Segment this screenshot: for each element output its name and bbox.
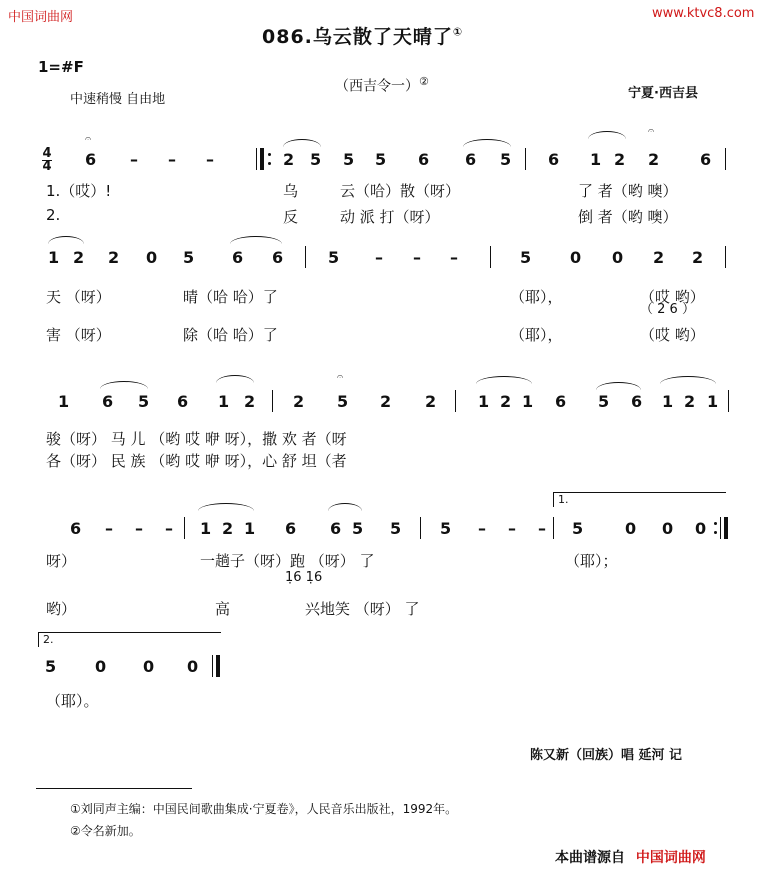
barline (725, 246, 726, 268)
barline (728, 390, 729, 412)
lyric: 晴（哈 哈）了 (183, 288, 278, 306)
note: 2 (73, 248, 85, 267)
note: 1 (200, 519, 212, 538)
region: 宁夏·西吉县 (628, 86, 698, 101)
note: – (478, 519, 486, 538)
lyric: 害 （呀） (46, 326, 111, 344)
note: 1 (522, 392, 534, 411)
lyric: （耶）， (510, 288, 563, 306)
note: 5 (45, 657, 57, 676)
note: 2 (684, 392, 696, 411)
note: 6 (700, 150, 712, 169)
note: 6 (548, 150, 560, 169)
lyric: （哎 哟） (640, 288, 705, 306)
note: 2 (108, 248, 120, 267)
song-title-text: 086.乌云散了天晴了 (262, 26, 453, 48)
final-bar (216, 655, 220, 677)
note: 1 (244, 519, 256, 538)
note: 2 (653, 248, 665, 267)
song-title (262, 22, 463, 49)
note: 2 (692, 248, 704, 267)
tempo-marking: 中速稍慢 自由地 (70, 92, 166, 107)
note: 0 (662, 519, 674, 538)
barline (420, 517, 421, 539)
barline (184, 517, 185, 539)
note: – (375, 248, 383, 267)
note: 2 (648, 150, 660, 169)
note: 5 (310, 150, 322, 169)
note: 5 (572, 519, 584, 538)
slur (283, 139, 321, 147)
slur (596, 382, 641, 390)
volta-bracket-2 (38, 632, 221, 647)
note: 6 (418, 150, 430, 169)
barline (272, 390, 273, 412)
footnote-divider (36, 788, 192, 789)
fermata-icon: 𝄐 (85, 132, 92, 145)
note: 5 (375, 150, 387, 169)
lyric: 哟） (46, 600, 77, 618)
slur (588, 131, 626, 139)
note: 0 (143, 657, 155, 676)
lyric: 乌 (283, 182, 299, 200)
slur (328, 503, 362, 511)
note: 5 (390, 519, 402, 538)
credit: 陈又新（回族）唱 延河 记 (530, 748, 683, 763)
lyric: 骏（呀） 马 儿 （哟 哎 咿 呀），撒 欢 者（呀 (46, 430, 347, 448)
repeat-start-bar (260, 148, 264, 170)
repeat-end-bar (724, 517, 728, 539)
lyric: 1̣6 1̣6 (285, 570, 323, 585)
lyric: 天 （呀） (46, 288, 111, 306)
volta-label-1: 1. (558, 493, 569, 506)
note: – (450, 248, 458, 267)
note: – (130, 150, 138, 169)
note: 5 (352, 519, 364, 538)
watermark-bottom (555, 847, 706, 867)
time-signature (42, 148, 52, 173)
note: 6 (232, 248, 244, 267)
note: 6 (85, 150, 97, 169)
note: 1 (218, 392, 230, 411)
repeat-dot (714, 531, 717, 534)
lyric: 了 者（哟 噢） (578, 182, 678, 200)
lyric: 2. (46, 206, 61, 224)
lyric: （耶）。 (46, 692, 99, 710)
note: 2 (500, 392, 512, 411)
repeat-dot (714, 522, 717, 525)
lyric: 1.（哎）! (46, 182, 112, 200)
time-sig-top: 4 (42, 146, 52, 161)
slur (198, 503, 254, 511)
barline (490, 246, 491, 268)
note: 1 (707, 392, 719, 411)
volta-label-2: 2. (43, 633, 54, 646)
note: 5 (598, 392, 610, 411)
note: 1 (58, 392, 70, 411)
barline (212, 655, 213, 677)
barline (725, 148, 726, 170)
slur (216, 375, 254, 383)
subtitle-text: （西吉令一） (335, 78, 419, 95)
note: 2 (293, 392, 305, 411)
note: 2 (283, 150, 295, 169)
repeat-dot (268, 153, 271, 156)
watermark-bottom-site: 中国词曲网 (635, 850, 706, 866)
barline (305, 246, 306, 268)
barline (720, 517, 721, 539)
note: 0 (570, 248, 582, 267)
note: – (413, 248, 421, 267)
volta-bracket-1 (553, 492, 726, 507)
note: 6 (272, 248, 284, 267)
note: 2 (425, 392, 437, 411)
lyric: 一趟子（呀）跑 （呀） 了 (200, 552, 375, 570)
slur (230, 236, 282, 244)
watermark-bottom-prefix: 本曲谱源自 (555, 850, 625, 866)
note: 0 (95, 657, 107, 676)
note: – (135, 519, 143, 538)
note: 0 (625, 519, 637, 538)
note: – (508, 519, 516, 538)
note: 5 (183, 248, 195, 267)
note: 2 (244, 392, 256, 411)
lyric: 各（呀） 民 族 （哟 哎 咿 呀），心 舒 坦（者 (46, 452, 347, 470)
slur (100, 381, 148, 389)
note: 6 (555, 392, 567, 411)
note: 6 (177, 392, 189, 411)
slur (48, 236, 84, 244)
note: – (165, 519, 173, 538)
note: 5 (440, 519, 452, 538)
note: 6 (70, 519, 82, 538)
note: – (168, 150, 176, 169)
lyric: 反 (283, 208, 299, 226)
note: 5 (500, 150, 512, 169)
note: 0 (612, 248, 624, 267)
watermark-right: www.ktvc8.com (652, 6, 755, 21)
note: – (105, 519, 113, 538)
note: 2 (380, 392, 392, 411)
note: 6 (330, 519, 342, 538)
note: 5 (343, 150, 355, 169)
title-footnote-mark: ① (452, 25, 464, 39)
note: 2 (614, 150, 626, 169)
barline (553, 517, 554, 539)
footnote-2: ②令名新加。 (70, 824, 141, 838)
lyric: （哎 哟） (640, 326, 705, 344)
lyric: （ 2 6 ） (640, 302, 695, 317)
note: 0 (695, 519, 707, 538)
slur (660, 376, 716, 384)
time-sig-bottom: 4 (42, 159, 52, 174)
lyric: 云（哈）散（呀） (340, 182, 461, 200)
barline (525, 148, 526, 170)
repeat-dot (268, 162, 271, 165)
barline (256, 148, 257, 170)
fermata-icon: 𝄐 (337, 370, 344, 383)
lyric: （耶）； (565, 552, 618, 570)
lyric: 呀） (46, 552, 77, 570)
watermark-left: 中国词曲网 (8, 10, 74, 25)
lyric: （耶）， (510, 326, 563, 344)
note: 2 (222, 519, 234, 538)
note: 1 (662, 392, 674, 411)
note: 1 (478, 392, 490, 411)
note: 5 (337, 392, 349, 411)
note: – (206, 150, 214, 169)
note: 6 (285, 519, 297, 538)
note: 0 (187, 657, 199, 676)
note: – (538, 519, 546, 538)
note: 6 (631, 392, 643, 411)
subtitle (335, 75, 429, 96)
footnote-1: ①刘同声主编：中国民间歌曲集成·宁夏卷》，人民音乐出版社，1992年。 (70, 802, 458, 816)
subtitle-footnote-mark: ② (419, 75, 429, 88)
note: 6 (465, 150, 477, 169)
slur (463, 139, 511, 147)
note: 5 (328, 248, 340, 267)
note: 6 (102, 392, 114, 411)
note: 5 (138, 392, 150, 411)
key-signature: 1=#F (38, 58, 84, 76)
note: 5 (520, 248, 532, 267)
note: 0 (146, 248, 158, 267)
lyric: 高 (215, 600, 231, 618)
barline (455, 390, 456, 412)
lyric: 兴地笑 （呀） 了 (305, 600, 420, 618)
fermata-icon: 𝄐 (648, 124, 655, 137)
note: 1 (590, 150, 602, 169)
slur (476, 376, 532, 384)
lyric: 除（哈 哈）了 (183, 326, 278, 344)
lyric: 动 派 打（呀） (340, 208, 440, 226)
note: 1 (48, 248, 60, 267)
lyric: 倒 者（哟 噢） (578, 208, 678, 226)
